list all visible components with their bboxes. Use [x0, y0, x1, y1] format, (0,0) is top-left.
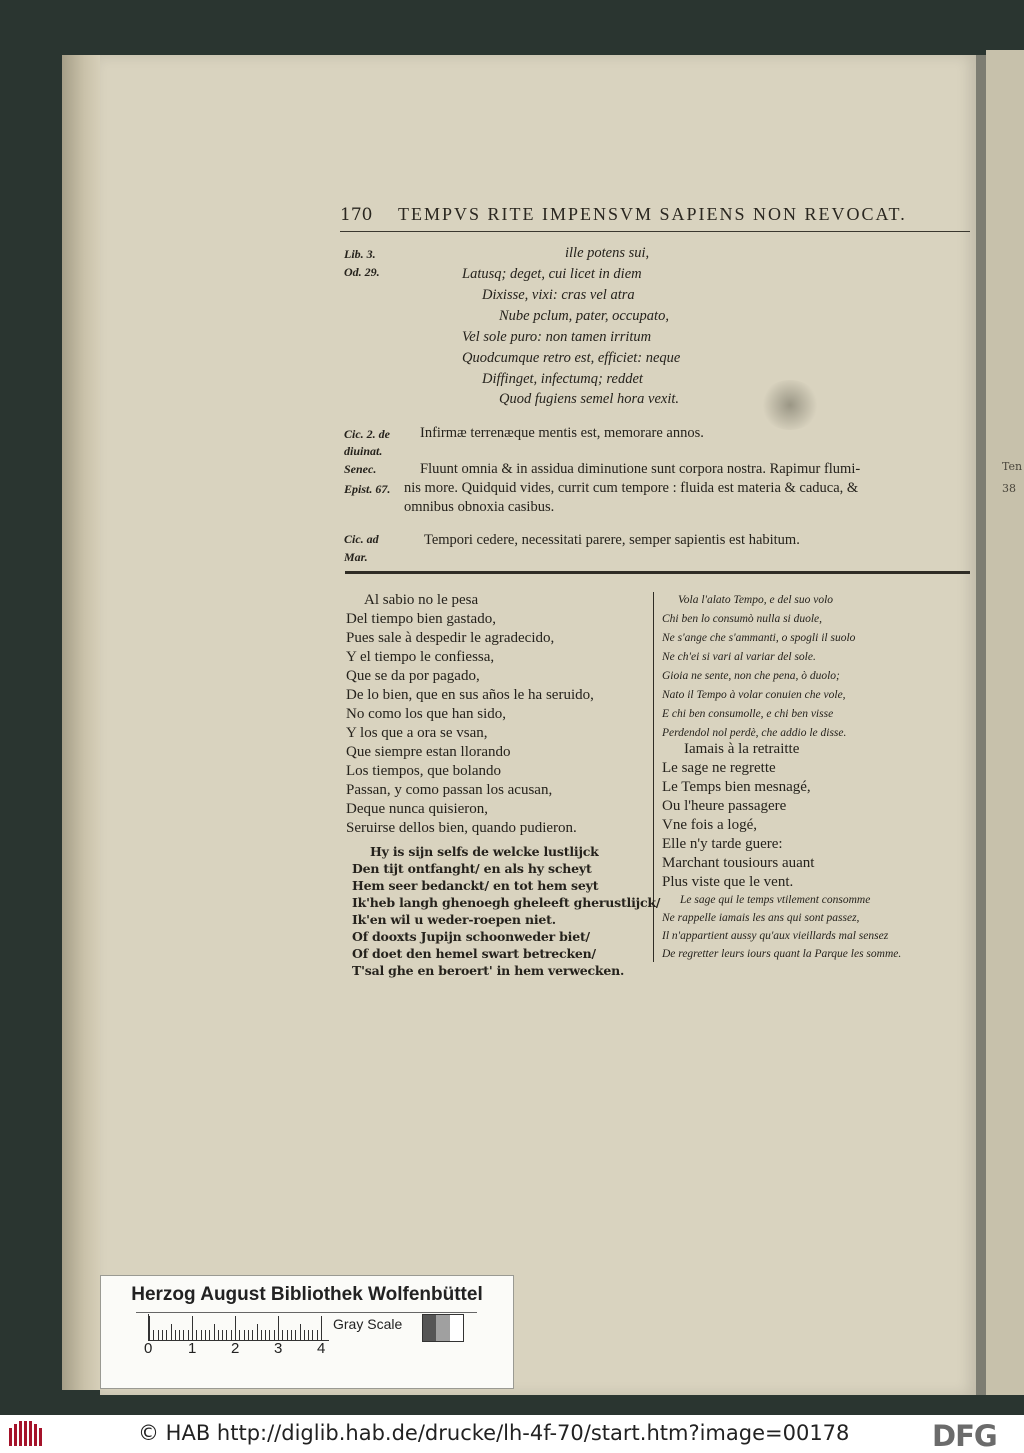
gray-swatch-dark	[423, 1315, 436, 1341]
ruler-tick	[239, 1330, 240, 1340]
french-verse: Marchant tousiours auant	[662, 855, 815, 871]
paper-stain	[760, 380, 820, 430]
book-page	[100, 55, 976, 1395]
ruler-tick	[162, 1330, 163, 1340]
ruler-tick	[257, 1324, 258, 1340]
margin-reference: Cic. ad	[344, 532, 379, 546]
french-verse: Ou l'heure passagere	[662, 798, 787, 814]
french-quatrain-line: Il n'appartient aussy qu'aux vieillards mal sensez	[662, 930, 889, 942]
ruler-tick	[287, 1330, 288, 1340]
margin-reference: Epist. 67.	[344, 482, 391, 496]
italian-verse: E chi ben consumolle, e chi ben visse	[662, 708, 834, 720]
footer-bar	[0, 1415, 1024, 1453]
ruler-tick	[321, 1316, 322, 1340]
ruler-tick	[295, 1330, 296, 1340]
dfg-logo: DFG	[932, 1419, 997, 1453]
page-number: 170	[340, 205, 373, 225]
quote-line: Fluunt omnia & in assidua diminutione sunt corpora nostra. Rapimur flumi-	[420, 461, 861, 477]
footer-url-text[interactable]: © HAB http://diglib.hab.de/drucke/lh-4f-70/start.htm?image=00178	[138, 1421, 850, 1445]
french-verse: Le Temps bien mesnagé,	[662, 779, 811, 795]
french-quatrain-line: Le sage qui le temps vtilement consomme	[680, 894, 871, 906]
spanish-verse: Passan, y como passan los acusan,	[346, 782, 553, 798]
section-divider	[345, 571, 970, 574]
ruler-tick	[269, 1330, 270, 1340]
ruler-tick	[282, 1330, 283, 1340]
italian-verse: Ne s'ange che s'ammanti, o spogli il suolo	[662, 632, 856, 644]
book-page-edge	[62, 55, 103, 1390]
label-rule	[136, 1312, 477, 1313]
ruler-tick	[252, 1330, 253, 1340]
facing-page-edge	[986, 50, 1024, 1395]
ruler-tick	[261, 1330, 262, 1340]
ruler-tick	[153, 1330, 154, 1340]
italian-verse: Perdendol nol perdè, che addio le disse.	[662, 727, 847, 739]
dutch-verse: Of doet den hemel swart betrecken/	[352, 946, 596, 961]
hab-logo-icon	[8, 1420, 44, 1448]
ruler-tick	[171, 1324, 172, 1340]
french-verse: Iamais à la retraitte	[684, 741, 800, 757]
ruler-tick	[192, 1316, 193, 1340]
quote-line: Infirmæ terrenæque mentis est, memorare annos.	[420, 425, 704, 441]
running-title: TEMPVS RITE IMPENSVM SAPIENS NON REVOCAT.	[398, 204, 907, 224]
ruler-tick	[183, 1330, 184, 1340]
quote-line: nis more. Quidquid vides, currit cum tempore : fluida est materia & caduca, &	[404, 480, 859, 496]
ruler-tick	[201, 1330, 202, 1340]
spanish-verse: De lo bien, que en sus años le ha seruido,	[346, 687, 594, 703]
dutch-verse: Of dooxts Jupijn schoonweder biet/	[352, 929, 590, 944]
ruler-tick	[222, 1330, 223, 1340]
ruler-tick	[304, 1330, 305, 1340]
margin-reference: Senec.	[344, 462, 377, 476]
horace-line: Latusq; deget, cui licet in diem	[462, 266, 642, 282]
spanish-verse: Pues sale à despedir le agradecido,	[346, 630, 555, 646]
french-verse: Elle n'y tarde guere:	[662, 836, 783, 852]
dutch-verse: T'sal ghe en beroert' in hem verwecken.	[352, 963, 625, 978]
margin-reference: diuinat.	[344, 444, 383, 458]
ruler-tick	[218, 1330, 219, 1340]
ruler-tick	[196, 1330, 197, 1340]
ruler-tick	[278, 1316, 279, 1340]
french-quatrain-line: Ne rappelle iamais les ans qui sont passez,	[662, 912, 860, 924]
ruler-tick	[231, 1330, 232, 1340]
scale-number: 1	[188, 1340, 197, 1357]
ruler-tick	[205, 1330, 206, 1340]
dutch-verse: Hem seer bedanckt/ en tot hem seyt	[352, 878, 599, 893]
scale-number: 2	[231, 1340, 240, 1357]
gray-swatch-mid	[436, 1315, 449, 1341]
ruler-tick	[158, 1330, 159, 1340]
quote-line: Tempori cedere, necessitati parere, semper sapientis est habitum.	[424, 532, 800, 548]
ruler-tick	[166, 1330, 167, 1340]
ruler-tick	[308, 1330, 309, 1340]
horace-line: Quod fugiens semel hora vexit.	[499, 391, 680, 407]
italian-verse: Ne ch'ei si vari al variar del sole.	[662, 651, 816, 663]
horace-line: Dixisse, vixi: cras vel atra	[482, 287, 635, 303]
french-verse: Vne fois a logé,	[662, 817, 757, 833]
page-header	[340, 205, 970, 232]
ruler-tick	[214, 1324, 215, 1340]
book-gutter	[976, 55, 986, 1395]
ruler-tick	[209, 1330, 210, 1340]
dutch-verse: Ik'en wil u weder-roepen niet.	[352, 912, 556, 927]
ruler-tick	[291, 1330, 292, 1340]
ruler-tick	[317, 1330, 318, 1340]
dutch-verse: Ik'heb langh ghenoegh gheleeft gherustlijck/	[352, 895, 661, 910]
ruler-tick	[235, 1316, 236, 1340]
ruler-tick	[188, 1330, 189, 1340]
gray-swatch-white	[450, 1315, 463, 1341]
french-quatrain-line: De regretter leurs iours quant la Parque les somme.	[662, 948, 902, 960]
ruler-tick	[244, 1330, 245, 1340]
ruler-tick	[175, 1330, 176, 1340]
facing-page-fragment: Ten	[1002, 460, 1023, 473]
ruler-tick	[179, 1330, 180, 1340]
margin-reference: Mar.	[344, 550, 368, 564]
italian-verse: Gioia ne sente, non che pena, ò duolo;	[662, 670, 840, 682]
scale-number: 4	[317, 1340, 326, 1357]
horace-line: ille potens sui,	[565, 245, 650, 261]
ruler-scale	[148, 1314, 329, 1341]
quote-line: omnibus obnoxia casibus.	[404, 499, 555, 515]
spanish-verse: Del tiempo bien gastado,	[346, 611, 496, 627]
library-name: Herzog August Bibliothek Wolfenbüttel	[131, 1284, 483, 1305]
horace-line: Diffinget, infectumq; reddet	[482, 371, 643, 387]
french-verse: Le sage ne regrette	[662, 760, 776, 776]
ruler-tick	[265, 1330, 266, 1340]
margin-reference: Od. 29.	[344, 265, 380, 279]
spanish-verse: Seruirse dellos bien, quando pudieron.	[346, 820, 577, 836]
spanish-verse: Que siempre estan llorando	[346, 744, 511, 760]
gray-swatches	[422, 1314, 464, 1342]
italian-verse: Chi ben lo consumò nulla si duole,	[662, 613, 823, 625]
spanish-verse: Los tiempos, que bolando	[346, 763, 501, 779]
horace-line: Nube pclum, pater, occupato,	[499, 308, 669, 324]
dutch-verse: Den tijt ontfanght/ en als hy scheyt	[352, 861, 592, 876]
horace-line: Quodcumque retro est, efficiet: neque	[462, 350, 681, 366]
facing-page-fragment: 38	[1002, 482, 1016, 495]
french-verse: Plus viste que le vent.	[662, 874, 794, 890]
margin-reference: Lib. 3.	[344, 247, 376, 261]
ruler-tick	[226, 1330, 227, 1340]
spanish-verse: Al sabio no le pesa	[364, 592, 479, 608]
dutch-verse: Hy is sijn selfs de welcke lustlijck	[370, 844, 599, 859]
spanish-verse: No como los que han sido,	[346, 706, 506, 722]
italian-verse: Vola l'alato Tempo, e del suo volo	[678, 594, 834, 606]
horace-line: Vel sole puro: non tamen irritum	[462, 329, 652, 345]
ruler-tick	[248, 1330, 249, 1340]
ruler-tick	[149, 1316, 150, 1340]
scale-number: 0	[144, 1340, 153, 1357]
scale-number: 3	[274, 1340, 283, 1357]
ruler-tick	[274, 1330, 275, 1340]
library-scale-label	[100, 1275, 514, 1389]
spanish-verse: Y el tiempo le confiessa,	[346, 649, 495, 665]
spanish-verse: Que se da por pagado,	[346, 668, 480, 684]
spanish-verse: Y los que a ora se vsan,	[346, 725, 488, 741]
ruler-tick	[300, 1324, 301, 1340]
ruler-tick	[312, 1330, 313, 1340]
gray-scale-label: Gray Scale	[333, 1316, 403, 1332]
italian-verse: Nato il Tempo à volar conuien che vole,	[662, 689, 846, 701]
spanish-verse: Deque nunca quisieron,	[346, 801, 489, 817]
margin-reference: Cic. 2. de	[344, 427, 390, 441]
